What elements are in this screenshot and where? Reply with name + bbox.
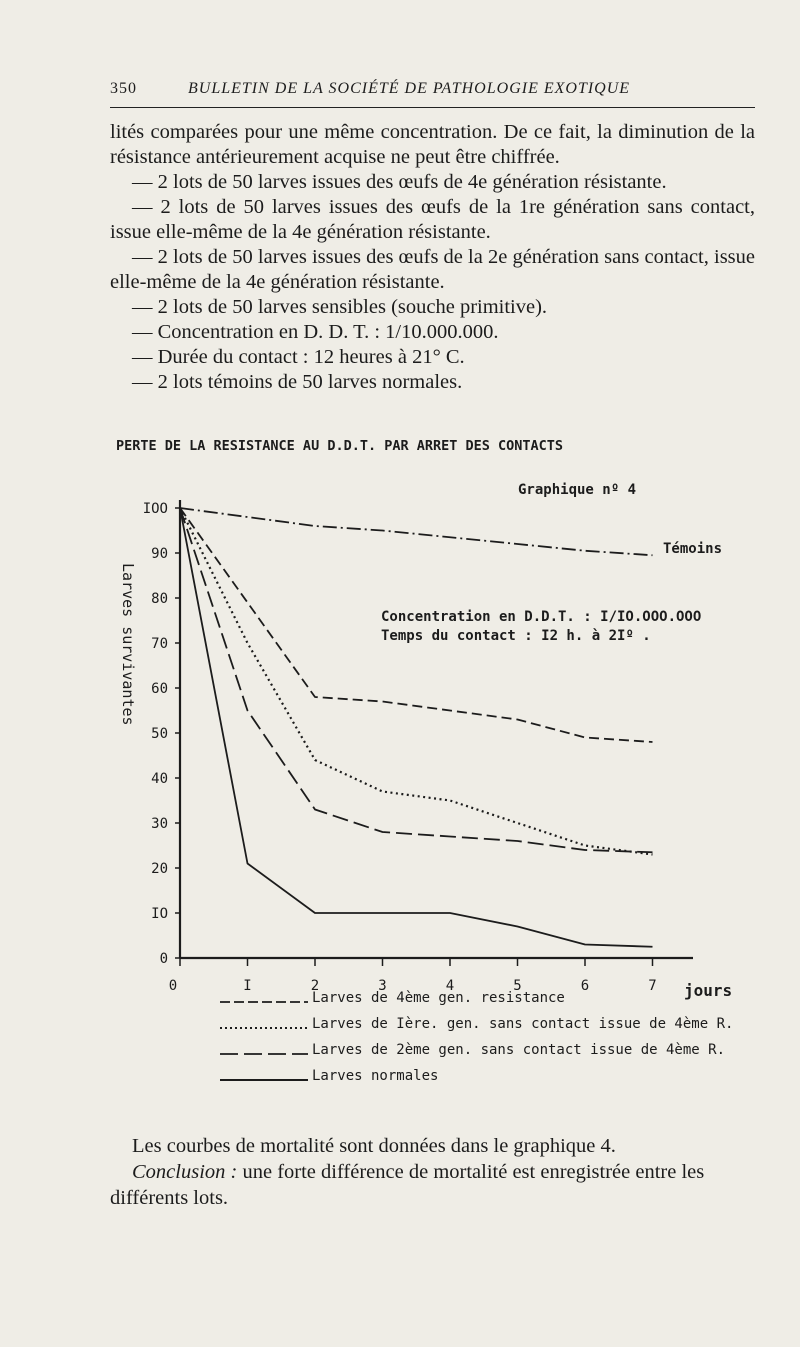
y-tick-label: 80 [151,591,168,607]
legend-label: Larves de 2ème gen. sans contact issue de 4ème R. [312,1042,726,1058]
x-tick-label: 7 [648,978,657,994]
chart-series [180,508,653,947]
x-tick-label: 3 [378,978,387,994]
list-item-7: — 2 lots témoins de 50 larves normales. [132,371,463,393]
temoins-series-label: Témoins [663,541,723,557]
x-tick-label: 4 [445,978,455,994]
y-tick-label: 20 [151,861,168,877]
caption-paragraph: Les courbes de mortalité sont données dans le graphique 4. [132,1135,616,1157]
legend-dash-swatch [220,1000,310,1004]
y-tick-label: 60 [151,681,168,697]
y-tick-label: 50 [151,726,168,742]
series-line-dashdot [180,508,653,555]
y-tick-label: 0 [159,951,168,967]
legend-label: Larves de 4ème gen. resistance [312,990,565,1006]
x-tick-label: 2 [310,978,320,994]
series-line-solid [180,508,653,947]
list-item-4: — 2 lots de 50 larves sensibles (souche primitive). [132,296,548,318]
x-tick-label: I [243,978,252,994]
x-tick-label: 5 [513,978,522,994]
series-line-dash [180,508,653,742]
y-tick-label: IOO [142,501,168,517]
list-item-5: — Concentration en D. D. T. : 1/10.000.000. [132,321,499,343]
list-item-2: — 2 lots de 50 larves issues des œufs de la 1re génération sans contact, issue elle-même de la 4e génération résistante. [110,196,755,243]
x-axis-label: jours [684,981,733,1000]
list-item-3: — 2 lots de 50 larves issues des œufs de la 2e génération sans contact, issue elle-même de la 4e génération résistante. [110,246,755,293]
y-axis-label: Larves survivantes [119,563,137,726]
figure-title: PERTE DE LA RESISTANCE AU D.D.T. PAR ARRET DES CONTACTS [116,438,564,454]
conclusion-paragraph [110,1159,755,1211]
intro-paragraph: lités comparées pour une même concentration. De ce fait, la diminution de la résistance antérieurement acquise ne peut être chiffrée. [110,121,755,168]
conclusion-text: une forte différence de mortalité est enregistrée entre les différents lots. [110,1161,705,1209]
list-item-1: — 2 lots de 50 larves issues des œufs de 4e génération résistante. [132,171,667,193]
y-tick-label: 70 [151,636,168,652]
y-tick-label: 30 [151,816,168,832]
y-tick-label: 90 [151,546,168,562]
legend-label: Larves normales [312,1068,439,1084]
footer-text [110,1133,755,1211]
x-tick-label: 0 [168,978,178,994]
contact-time-label: Temps du contact : I2 h. à 2Iº . [381,628,651,644]
x-tick-label: 6 [580,978,590,994]
graph-number-label: Graphique nº 4 [518,482,637,498]
conclusion-label: Conclusion : [132,1161,238,1183]
journal-title: BULLETIN DE LA SOCIÉTÉ DE PATHOLOGIE EXOTIQUE [188,80,631,97]
legend-label: Larves de Ière. gen. sans contact issue de 4ème R. [312,1016,734,1032]
legend-solid-swatch [220,1078,310,1082]
concentration-label: Concentration en D.D.T. : I/IO.OOO.OOO [381,609,702,625]
series-line-dot [180,508,653,855]
list-item-6: — Durée du contact : 12 heures à 21° C. [132,346,465,368]
legend-dot-swatch [220,1026,310,1030]
series-line-longdash [180,508,653,852]
y-tick-label: IO [151,906,168,922]
legend-longdash-swatch [220,1052,310,1056]
page-number: 350 [110,80,137,97]
y-tick-label: 40 [151,771,168,787]
